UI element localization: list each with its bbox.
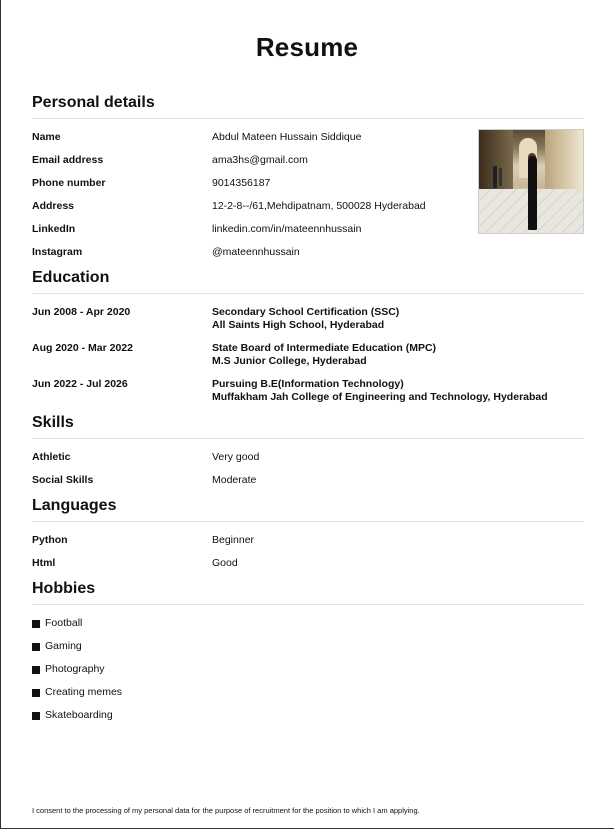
square-bullet-icon bbox=[32, 689, 40, 697]
hobby-label: Photography bbox=[45, 663, 105, 675]
personal-row-instagram bbox=[32, 246, 584, 259]
consent-statement: I consent to the processing of my personal data for the purpose of recruitment for the position to which I am applying. bbox=[32, 806, 420, 815]
resume-content bbox=[32, 94, 584, 732]
language-level: Beginner bbox=[212, 534, 255, 546]
field-value: 9014356187 bbox=[212, 177, 271, 189]
skill-label: Social Skills bbox=[32, 474, 94, 486]
hobbies-section bbox=[32, 580, 584, 722]
profile-photo bbox=[478, 129, 584, 234]
hobbies-heading: Hobbies bbox=[32, 580, 584, 605]
hobby-item bbox=[32, 640, 584, 653]
education-school: M.S Junior College, Hyderabad bbox=[212, 355, 367, 367]
field-label: Instagram bbox=[32, 246, 83, 258]
skill-level: Moderate bbox=[212, 474, 257, 486]
skills-heading: Skills bbox=[32, 414, 584, 439]
languages-heading: Languages bbox=[32, 497, 584, 522]
education-entry bbox=[32, 378, 584, 404]
skills-section bbox=[32, 414, 584, 487]
language-row bbox=[32, 557, 584, 570]
education-degree: State Board of Intermediate Education (MPC) bbox=[212, 342, 437, 354]
personal-details-section bbox=[32, 94, 584, 259]
skill-row bbox=[32, 474, 584, 487]
education-entry bbox=[32, 342, 584, 368]
education-entry bbox=[32, 306, 584, 332]
field-value: @mateennhussain bbox=[212, 246, 300, 258]
language-level: Good bbox=[212, 557, 238, 569]
field-label: Name bbox=[32, 131, 61, 143]
square-bullet-icon bbox=[32, 620, 40, 628]
field-value: ama3hs@gmail.com bbox=[212, 154, 308, 166]
education-degree: Pursuing B.E(Information Technology) bbox=[212, 378, 404, 390]
field-label: Phone number bbox=[32, 177, 106, 189]
square-bullet-icon bbox=[32, 712, 40, 720]
skill-label: Athletic bbox=[32, 451, 71, 463]
languages-section bbox=[32, 497, 584, 570]
education-section bbox=[32, 269, 584, 404]
field-label: Address bbox=[32, 200, 75, 212]
page-left-border bbox=[0, 0, 1, 829]
hobby-item bbox=[32, 709, 584, 722]
square-bullet-icon bbox=[32, 643, 40, 651]
hobby-item bbox=[32, 686, 584, 699]
hobby-item bbox=[32, 663, 584, 676]
skill-row bbox=[32, 451, 584, 464]
language-row bbox=[32, 534, 584, 547]
page-title: Resume bbox=[255, 32, 359, 62]
square-bullet-icon bbox=[32, 666, 40, 674]
personal-details-heading: Personal details bbox=[32, 94, 584, 119]
field-value: Abdul Mateen Hussain Siddique bbox=[212, 131, 362, 143]
field-label: LinkedIn bbox=[32, 223, 76, 235]
education-degree: Secondary School Certification (SSC) bbox=[212, 306, 400, 318]
education-period: Jun 2022 - Jul 2026 bbox=[32, 378, 128, 390]
hobby-label: Gaming bbox=[45, 640, 82, 652]
education-school: Muffakham Jah College of Engineering and Technology, Hyderabad bbox=[212, 391, 548, 403]
skill-level: Very good bbox=[212, 451, 260, 463]
language-label: Html bbox=[32, 557, 56, 569]
field-label: Email address bbox=[32, 154, 104, 166]
education-heading: Education bbox=[32, 269, 584, 294]
education-period: Jun 2008 - Apr 2020 bbox=[32, 306, 131, 318]
personal-details-body bbox=[32, 131, 584, 259]
hobby-label: Creating memes bbox=[45, 686, 123, 698]
field-value: 12-2-8--/61,Mehdipatnam, 500028 Hyderabad bbox=[212, 200, 426, 212]
field-value: linkedin.com/in/mateennhussain bbox=[212, 223, 362, 235]
hobby-label: Skateboarding bbox=[45, 709, 113, 721]
hobby-label: Football bbox=[45, 617, 83, 629]
education-period: Aug 2020 - Mar 2022 bbox=[32, 342, 133, 354]
language-label: Python bbox=[32, 534, 68, 546]
hobby-item bbox=[32, 617, 584, 630]
education-school: All Saints High School, Hyderabad bbox=[212, 319, 385, 331]
